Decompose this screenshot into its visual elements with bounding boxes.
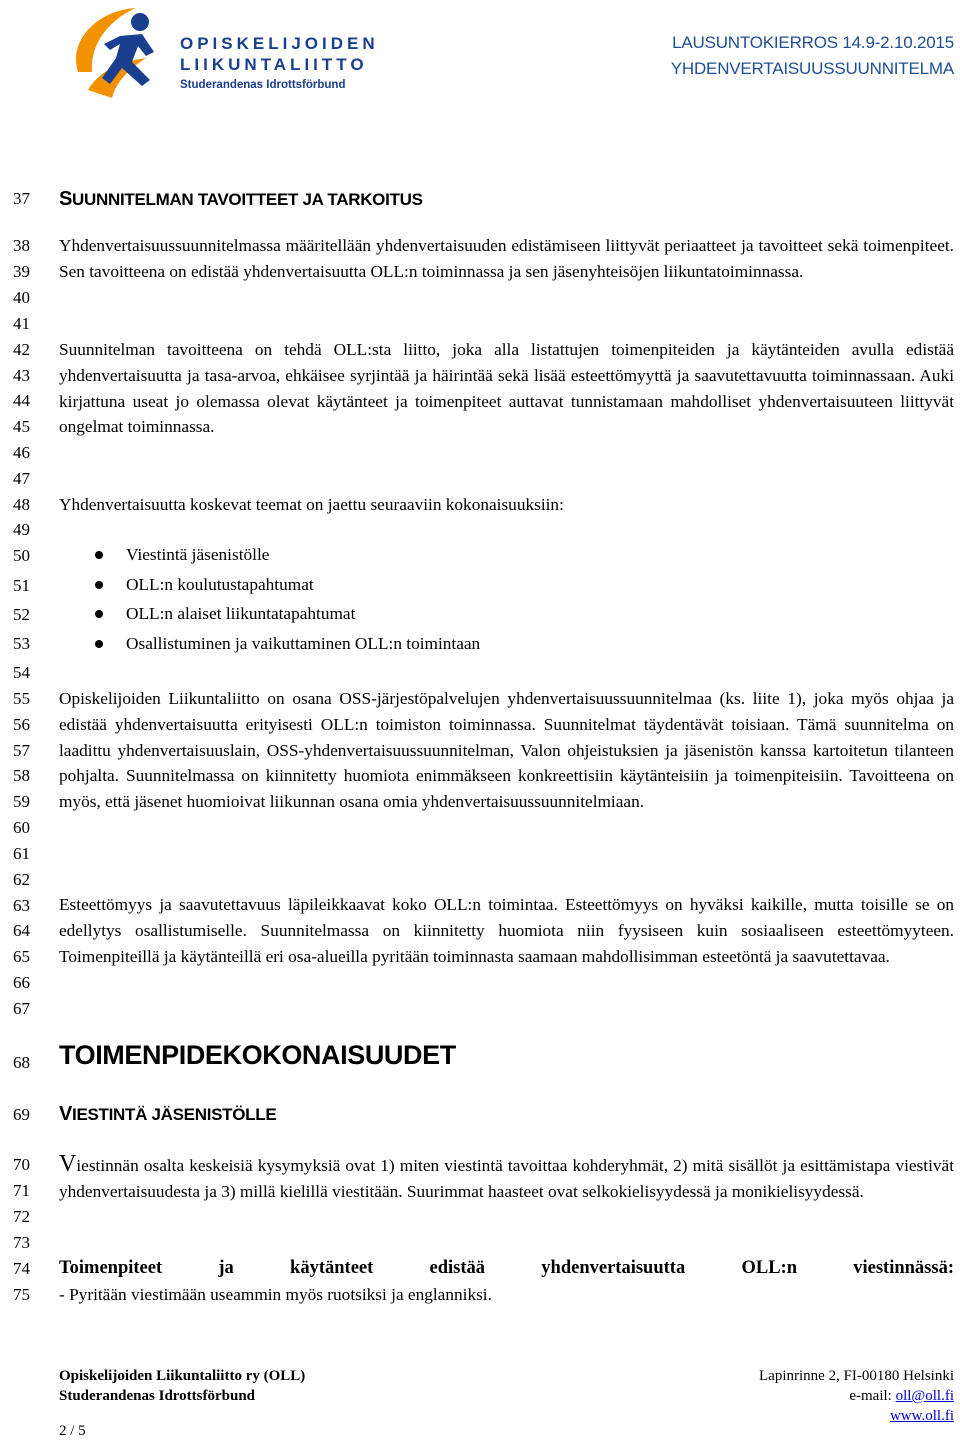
footer-organization — [59, 1366, 305, 1406]
footer-web-row — [759, 1406, 954, 1426]
footer-address: Lapinrinne 2, FI-00180 Helsinki — [759, 1368, 954, 1384]
line-number: 43 — [13, 366, 30, 385]
bullet-icon — [95, 581, 103, 589]
heading-initial: S — [59, 188, 73, 210]
line-number: 69 — [13, 1105, 30, 1124]
line-number: 63 — [13, 896, 30, 915]
line-number: 40 — [13, 288, 30, 307]
header-document-title: YHDENVERTAISUUSSUUNNITELMA — [670, 59, 954, 78]
line-number: 64 — [13, 921, 30, 940]
themes-list — [59, 540, 954, 658]
line-number: 37 — [13, 189, 30, 208]
line-number: 55 — [13, 689, 30, 708]
footer-email-label: e-mail: — [849, 1388, 896, 1404]
footer-website-link[interactable]: www.oll.fi — [889, 1408, 954, 1424]
section-heading-goals — [59, 188, 954, 211]
logo-text-line1: OPISKELIJOIDEN — [180, 34, 379, 53]
line-number: 38 — [13, 236, 30, 255]
footer-org-fi: Opiskelijoiden Liikuntaliitto ry (OLL) — [59, 1368, 306, 1384]
measures-heading-bold: Toimenpiteet ja käytänteet edistää yhdenvertaisuutta OLL:n viestinnässä: — [59, 1258, 954, 1278]
line-number: 72 — [13, 1207, 30, 1226]
line-number: 56 — [13, 715, 30, 734]
line-number: 47 — [13, 469, 30, 488]
line-number: 73 — [13, 1233, 30, 1252]
organization-logo — [58, 0, 379, 100]
line-number: 62 — [13, 870, 30, 889]
paragraph-goals: Suunnitelman tavoitteena on tehdä OLL:sta liitto, joka alla listattujen toimenpiteiden ja käytänteiden avulla edistää yhdenvertaisuutta ja tasa-arvoa, ehkäisee syrjintää ja häirintää sekä lisää esteettömyyttä ja saavutettavuutta toiminnassaan. Auki kirjattuna useat jo olemassa olevat käytänteet ja toimenpiteet auttavat tunnistamaan mahdolliset yhdenvertaisuuteen liittyvät ongelmat toiminnassa. — [59, 340, 954, 437]
line-number: 44 — [13, 391, 30, 410]
line-number: 75 — [13, 1285, 30, 1304]
paragraph-initial: V — [59, 1151, 77, 1177]
footer-contact — [759, 1366, 954, 1426]
logo-text-line3: Studerandenas Idrottsförbund — [180, 79, 346, 91]
line-number: 41 — [13, 314, 30, 333]
line-number: 50 — [13, 546, 30, 565]
line-number: 54 — [13, 663, 30, 682]
line-number: 71 — [13, 1181, 30, 1200]
line-number: 60 — [13, 818, 30, 837]
measure-item: - Pyritään viestimään useammin myös ruotsiksi ja englanniksi. — [59, 1285, 492, 1304]
paragraph-themes-intro: Yhdenvertaisuutta koskevat teemat on jaettu seuraaviin kokonaisuuksiin: — [59, 495, 564, 514]
line-number: 67 — [13, 999, 30, 1018]
list-item: OLL:n alaiset liikuntatapahtumat — [59, 599, 954, 629]
line-number: 66 — [13, 973, 30, 992]
line-number: 45 — [13, 417, 30, 436]
list-item: Osallistuminen ja vaikuttaminen OLL:n toimintaan — [59, 629, 954, 659]
line-number: 48 — [13, 495, 30, 514]
line-number: 70 — [13, 1155, 30, 1174]
line-number: 58 — [13, 766, 30, 785]
line-number: 61 — [13, 844, 30, 863]
heading-rest: IESTINTÄ JÄSENISTÖLLE — [72, 1105, 277, 1124]
line-number: 68 — [13, 1053, 30, 1072]
line-number: 59 — [13, 792, 30, 811]
paragraph-oss-plan: Opiskelijoiden Liikuntaliitto on osana OSS-järjestöpalvelujen yhdenvertaisuussuunnitelmaa (ks. liite 1), joka myös ohjaa ja edistää yhdenvertaisuutta erityisesti OLL:n toimiston toiminnassa. Suunnitelmat täydentävät toisiaan. Tämä suunnitelma on laadittu yhdenvertaisuuslain, OSS-yhdenvertaisuussuunnitelman, Valon ohjeistuksien ja jäsenistön kanssa kartoitetun tilanteen pohjalta. Suunnitelmassa on kiinnitetty huomiota enimmäkseen konkreettisiin käytänteisiin ja toimenpiteisiin. Tavoitteena on myös, että jäsenet huomioivat liikunnan osana omia yhdenvertaisuussuunnitelmiaan. — [59, 689, 954, 812]
paragraph-intro: Yhdenvertaisuussuunnitelmassa määritellään yhdenvertaisuuden edistämiseen liittyvät periaatteet ja tavoitteet sekä toimenpiteet. Sen tavoitteena on edistää yhdenvertaisuutta OLL:n toiminnassa ja sen jäsenyhteisöjen liikuntatoiminnassa. — [59, 236, 954, 281]
bullet-icon — [95, 551, 103, 559]
heading-rest: UUNNITELMAN TAVOITTEET JA TARKOITUS — [72, 190, 423, 209]
line-number: 57 — [13, 741, 30, 760]
line-number: 49 — [13, 520, 30, 539]
runner-logo-icon — [58, 0, 178, 100]
list-item: OLL:n koulutustapahtumat — [59, 570, 954, 600]
list-item: Viestintä jäsenistölle — [59, 540, 954, 570]
section-heading-communication — [59, 1103, 954, 1126]
line-number: 42 — [13, 340, 30, 359]
line-number: 39 — [13, 262, 30, 281]
line-number: 74 — [13, 1259, 30, 1278]
logo-text-line2: LIIKUNTALIITTO — [180, 55, 368, 74]
paragraph-communication — [59, 1152, 954, 1205]
paragraph-accessibility: Esteettömyys ja saavutettavuus läpileikkaavat koko OLL:n toimintaa. Esteettömyys on hyväksi kaikille, mutta toisille se on edellytys osallistumiselle. Suunnitelmassa on kiinnitetty huomiota niin fyysiseen kuin sosiaaliseen esteettömyyteen. Toimenpiteillä ja käytänteillä eri osa-alueilla pyritään toiminnasta saamaan mahdollisimman esteetöntä ja saavutettavaa. — [59, 895, 954, 966]
paragraph-rest: iestinnän osalta keskeisiä kysymyksiä ovat 1) miten viestintä tavoittaa kohderyhmät, 2) mitä sisällöt ja esittämistapa viestivät yhdenvertaisuudesta ja 3) millä kielillä viestitään. Suurimmat haasteet ovat selkokielisyydessä ja monikielisyydessä. — [59, 1156, 954, 1201]
footer-email-link[interactable]: oll@oll.fi — [895, 1388, 954, 1404]
line-number: 46 — [13, 443, 30, 462]
heading-initial: V — [59, 1103, 73, 1125]
header-review-round: LAUSUNTOKIERROS 14.9-2.10.2015 — [672, 33, 954, 52]
line-number: 52 — [13, 605, 30, 624]
line-number: 65 — [13, 947, 30, 966]
footer-org-sv: Studerandenas Idrottsförbund — [59, 1388, 256, 1404]
page-number: 2 / 5 — [59, 1423, 86, 1439]
section-heading-measures: TOIMENPIDEKOKONAISUUDET — [59, 1040, 456, 1070]
footer-email-row — [759, 1386, 954, 1406]
bullet-icon — [95, 610, 103, 618]
line-number: 51 — [13, 576, 30, 595]
line-number: 53 — [13, 634, 30, 653]
bullet-icon — [95, 640, 103, 648]
